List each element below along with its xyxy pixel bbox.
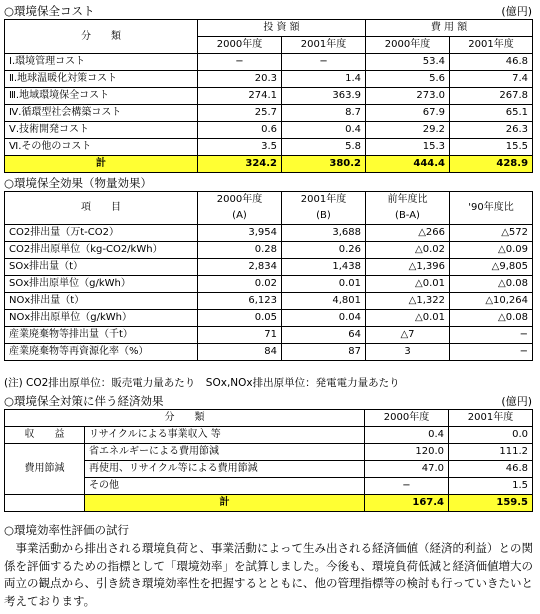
cell: 71	[198, 327, 282, 344]
cell: △0.01	[366, 276, 450, 293]
saving-row	[5, 461, 533, 478]
cell: 120.0	[365, 444, 449, 461]
cell: 0.6	[198, 122, 282, 139]
table-row	[5, 71, 533, 88]
cell: 15.3	[366, 139, 450, 156]
total-cell: 444.4	[366, 156, 450, 173]
cost-year: 2001年度	[450, 37, 533, 54]
cell: △9,805	[450, 259, 533, 276]
cost-hdr-expense: 費 用 額	[366, 20, 533, 37]
cell: 0.0	[449, 427, 533, 444]
cell: −	[282, 54, 366, 71]
cell: 67.9	[366, 105, 450, 122]
cell: 6,123	[198, 293, 282, 310]
cell: 20.3	[198, 71, 282, 88]
cell: 273.0	[366, 88, 450, 105]
economic-hdr-category: 分 類	[5, 410, 365, 427]
cell: 5.6	[366, 71, 450, 88]
table-row	[5, 276, 533, 293]
effect-note: (注) CO2排出原単位：販売電力量あたり SOx,NOx排出原単位：発電電力量あたり	[4, 377, 400, 389]
row-label: Ⅳ.循環型社会構築コスト	[5, 105, 198, 122]
cell: 3.5	[198, 139, 282, 156]
table-row	[5, 139, 533, 156]
total-cell: 324.2	[198, 156, 282, 173]
effect-hdr-2001: 2001年度	[282, 192, 366, 209]
cell: △0.01	[366, 310, 450, 327]
cell: △266	[366, 225, 450, 242]
row-label: 産業廃棄物等再資源化率（%）	[5, 344, 198, 361]
economic-total-row	[5, 495, 533, 512]
row-label: Ⅰ.環境管理コスト	[5, 54, 198, 71]
cost-unit: (億円)	[501, 5, 532, 18]
row-label: 省エネルギーによる費用節減	[85, 444, 365, 461]
total-cell: 167.4	[365, 495, 449, 512]
effect-hdr-2001-sub: (B)	[282, 208, 366, 225]
cell: −	[198, 54, 282, 71]
cell: 5.8	[282, 139, 366, 156]
cell: 0.02	[198, 276, 282, 293]
total-label: 計	[85, 495, 365, 512]
effect-hdr-ratio: 前年度比	[366, 192, 450, 209]
cell: 46.8	[450, 54, 533, 71]
cell: −	[365, 478, 449, 495]
row-label: SOx排出原単位（g/kWh）	[5, 276, 198, 293]
cell: −	[450, 327, 533, 344]
total-cell: 380.2	[282, 156, 366, 173]
row-label: Ⅵ.その他のコスト	[5, 139, 198, 156]
saving-row	[5, 444, 533, 461]
cell: −	[450, 344, 533, 361]
cost-section-title: ○環境保全コスト	[4, 4, 95, 18]
cell: 0.4	[365, 427, 449, 444]
cell: 274.1	[198, 88, 282, 105]
row-label: NOx排出原単位（g/kWh）	[5, 310, 198, 327]
cell: 29.2	[366, 122, 450, 139]
cell: 0.28	[198, 242, 282, 259]
saving-row	[5, 478, 533, 495]
table-row	[5, 293, 533, 310]
row-label: 産業廃棄物等排出量（千t）	[5, 327, 198, 344]
cell: 1,438	[282, 259, 366, 276]
cell: △1,322	[366, 293, 450, 310]
cell: 15.5	[450, 139, 533, 156]
cell: △1,396	[366, 259, 450, 276]
cell: 7.4	[450, 71, 533, 88]
cell: 0.01	[282, 276, 366, 293]
cell: △0.02	[366, 242, 450, 259]
effect-table	[4, 191, 533, 361]
cell: 363.9	[282, 88, 366, 105]
cost-year: 2000年度	[198, 37, 282, 54]
cell: 1.4	[282, 71, 366, 88]
cell: 267.8	[450, 88, 533, 105]
table-row	[5, 105, 533, 122]
effect-section-title: ○環境保全効果（物量効果）	[4, 176, 153, 190]
table-row	[5, 259, 533, 276]
table-row	[5, 88, 533, 105]
table-row	[5, 54, 533, 71]
economic-hdr-2001: 2001年度	[449, 410, 533, 427]
efficiency-text: 事業活動から排出される環境負荷と、事業活動によって生み出される経済価値（経済的利益）との関係を評価するための指標として「環境効率」を試算しました。今後も、環境負荷低減と経済価値増大の両立の観点から、引き続き環境効率性を把握するとともに、他の管理指標等の検討も行っていきたいと考えております。	[4, 541, 533, 608]
table-row	[5, 327, 533, 344]
cell: 111.2	[449, 444, 533, 461]
cost-table	[4, 19, 533, 173]
cost-hdr-category: 分 類	[5, 20, 198, 54]
saving-label: 費用節減	[5, 444, 85, 495]
cost-year: 2000年度	[366, 37, 450, 54]
cost-total-row	[5, 156, 533, 173]
cell: 2,834	[198, 259, 282, 276]
cell: 3	[366, 344, 450, 361]
row-label: その他	[85, 478, 365, 495]
table-row	[5, 242, 533, 259]
row-label: NOx排出量（t）	[5, 293, 198, 310]
cell: 64	[282, 327, 366, 344]
total-cell: 159.5	[449, 495, 533, 512]
row-label: SOx排出量（t）	[5, 259, 198, 276]
row-label: CO2排出量（万t-CO2）	[5, 225, 198, 242]
cost-header-row	[5, 20, 533, 37]
effect-hdr-item: 項 目	[5, 192, 198, 225]
efficiency-section-title: ○環境効率性評価の試行	[4, 523, 130, 537]
total-blank	[5, 495, 85, 512]
economic-hdr-2000: 2000年度	[365, 410, 449, 427]
table-row	[5, 225, 533, 242]
table-row	[5, 344, 533, 361]
cell: △10,264	[450, 293, 533, 310]
row-label: Ⅲ.地域環境保全コスト	[5, 88, 198, 105]
cell: 53.4	[366, 54, 450, 71]
table-row	[5, 310, 533, 327]
cell: 87	[282, 344, 366, 361]
income-row	[5, 427, 533, 444]
row-label: Ⅱ.地球温暖化対策コスト	[5, 71, 198, 88]
cell: 0.26	[282, 242, 366, 259]
cost-hdr-invest: 投 資 額	[198, 20, 366, 37]
cell: 1.5	[449, 478, 533, 495]
cell: △7	[366, 327, 450, 344]
effect-hdr-2000-sub: (A)	[198, 208, 282, 225]
cell: 26.3	[450, 122, 533, 139]
cell: 0.04	[282, 310, 366, 327]
cell: 84	[198, 344, 282, 361]
economic-header-row	[5, 410, 533, 427]
row-label: CO2排出原単位（kg-CO2/kWh）	[5, 242, 198, 259]
effect-hdr-90: '90年度比	[450, 192, 533, 225]
cell: 25.7	[198, 105, 282, 122]
cell: 4,801	[282, 293, 366, 310]
effect-hdr-ratio-sub: (B-A)	[366, 208, 450, 225]
cell: 3,688	[282, 225, 366, 242]
cell: 47.0	[365, 461, 449, 478]
cost-year: 2001年度	[282, 37, 366, 54]
economic-table	[4, 409, 533, 512]
total-label: 計	[5, 156, 198, 173]
cell: 3,954	[198, 225, 282, 242]
cell: 0.05	[198, 310, 282, 327]
cell: 46.8	[449, 461, 533, 478]
cell: 0.4	[282, 122, 366, 139]
income-label: 収 益	[5, 427, 85, 444]
economic-section-title: ○環境保全対策に伴う経済効果	[4, 394, 164, 408]
cell: △0.08	[450, 310, 533, 327]
row-label: 再使用、リサイクル等による費用節減	[85, 461, 365, 478]
cell: △0.08	[450, 276, 533, 293]
efficiency-paragraph	[4, 540, 534, 610]
cell: 65.1	[450, 105, 533, 122]
effect-header-row	[5, 192, 533, 209]
economic-unit: (億円)	[501, 395, 532, 408]
cell: 8.7	[282, 105, 366, 122]
row-label: Ⅴ.技術開発コスト	[5, 122, 198, 139]
table-row	[5, 122, 533, 139]
total-cell: 428.9	[450, 156, 533, 173]
cell: △0.09	[450, 242, 533, 259]
cell: △572	[450, 225, 533, 242]
effect-hdr-2000: 2000年度	[198, 192, 282, 209]
income-item: リサイクルによる事業収入 等	[85, 427, 365, 444]
